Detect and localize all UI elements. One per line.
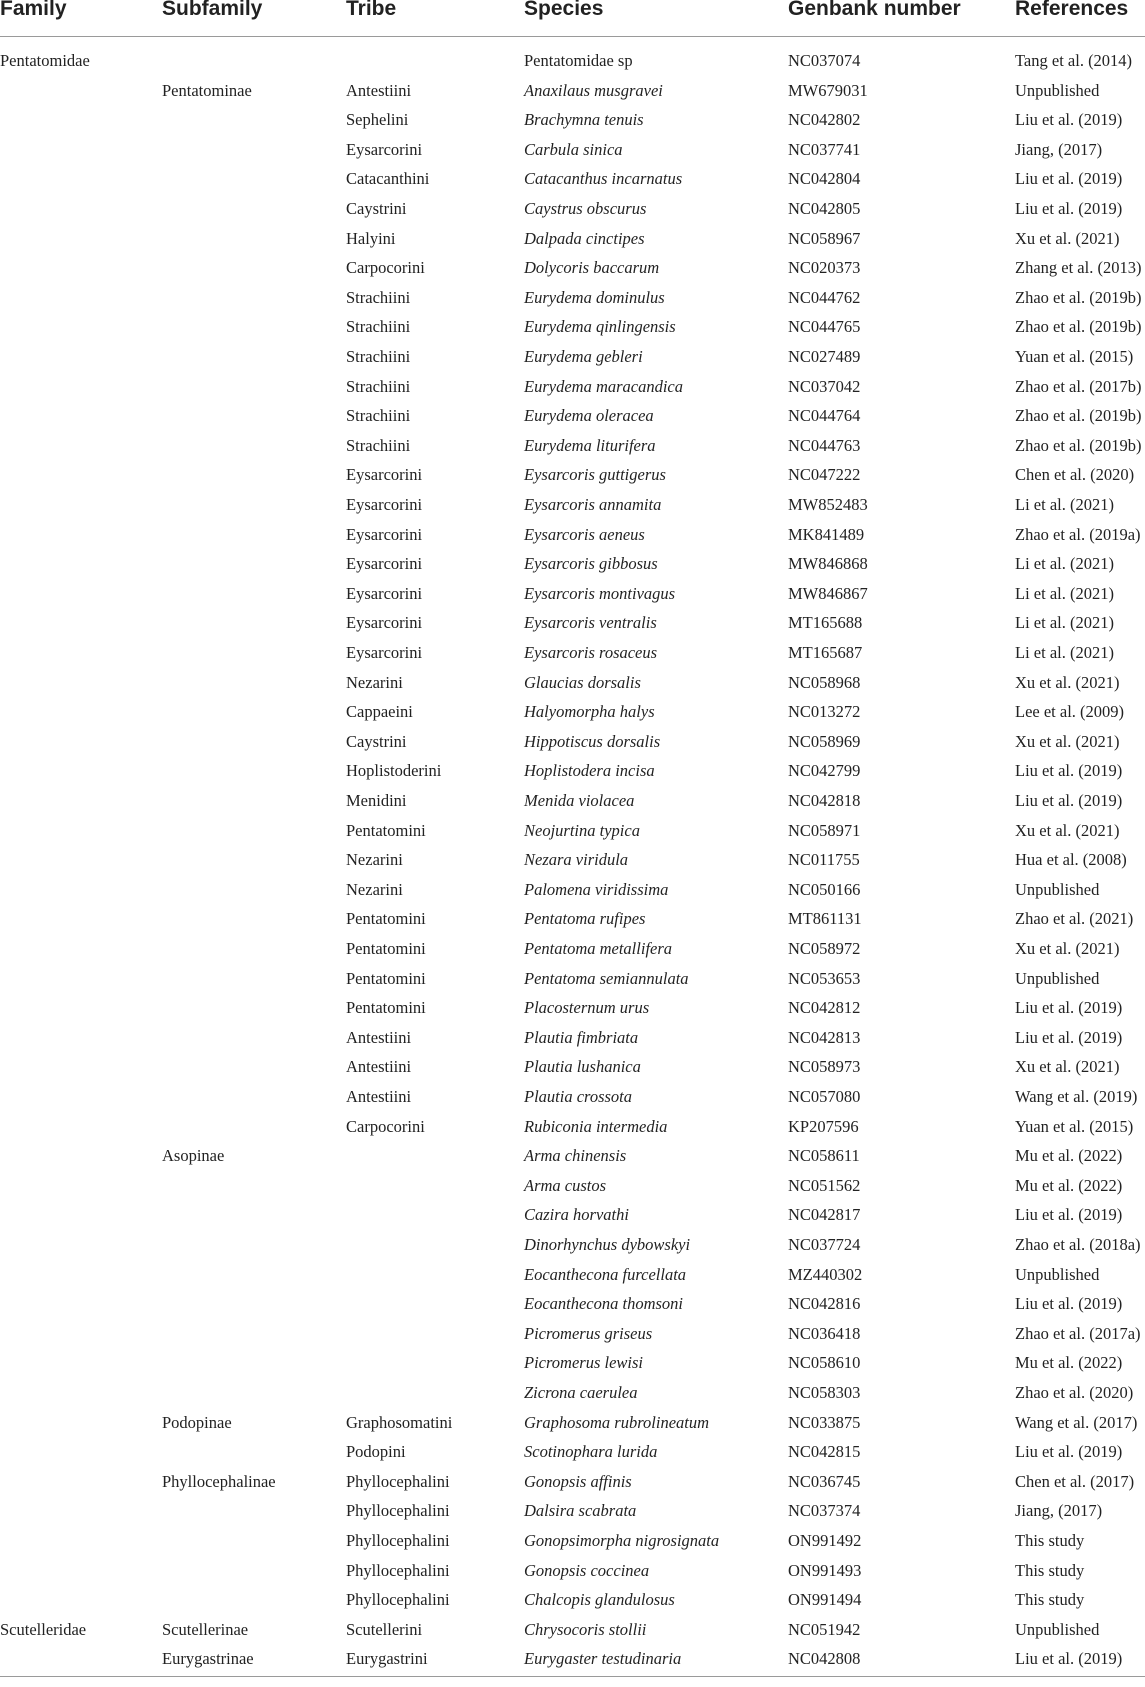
cell-reference: Li et al. (2021) xyxy=(1015,613,1114,633)
cell-reference: Wang et al. (2019) xyxy=(1015,1087,1138,1106)
cell-reference: Unpublished xyxy=(1015,879,1100,899)
table-row xyxy=(0,520,1145,550)
cell-genbank-number: NC053653 xyxy=(788,968,861,988)
cell-tribe: Scutellerini xyxy=(346,1619,423,1639)
header-species: Species xyxy=(524,0,604,20)
cell-genbank-number: NC011755 xyxy=(788,850,860,870)
cell-reference: Li et al. (2021) xyxy=(1015,583,1114,603)
cell-reference: Mu et al. (2022) xyxy=(1015,1175,1123,1195)
table-row xyxy=(0,1437,1145,1467)
cell-tribe: Strachiini xyxy=(346,435,411,455)
cell-reference: Tang et al. (2014) xyxy=(1015,51,1133,70)
cell-subfamily: Pentatominae xyxy=(162,80,252,100)
cell-reference: Mu et al. (2022) xyxy=(1015,1146,1123,1166)
cell-tribe: Phyllocephalini xyxy=(346,1531,450,1550)
table-row xyxy=(0,1556,1145,1586)
table-row xyxy=(0,964,1145,994)
cell-reference: Zhao et al. (2020) xyxy=(1015,1383,1134,1402)
cell-genbank-number: NC058611 xyxy=(788,1146,860,1166)
cell-reference: Unpublished xyxy=(1015,80,1100,100)
cell-species: Gonopsis affinis xyxy=(524,1471,632,1491)
cell-tribe: Catacanthini xyxy=(346,169,430,189)
cell-tribe: Halyini xyxy=(346,228,396,248)
table-row xyxy=(0,1408,1145,1438)
cell-reference: Zhao et al. (2019a) xyxy=(1015,524,1141,544)
table-row xyxy=(0,342,1145,372)
cell-reference: Li et al. (2021) xyxy=(1015,643,1114,662)
cell-tribe: Eysarcorini xyxy=(346,465,423,485)
table-row xyxy=(0,1378,1145,1408)
cell-genbank-number: NC051942 xyxy=(788,1619,861,1639)
cell-reference: Liu et al. (2019) xyxy=(1015,1442,1123,1462)
cell-species: Dolycoris baccarum xyxy=(524,258,660,278)
table-row xyxy=(0,312,1145,342)
cell-reference: Liu et al. (2019) xyxy=(1015,1649,1123,1669)
table-row xyxy=(0,431,1145,461)
table-row xyxy=(0,460,1145,490)
table-row xyxy=(0,668,1145,698)
cell-species: Eocanthecona furcellata xyxy=(524,1264,687,1284)
cell-reference: Li et al. (2021) xyxy=(1015,495,1114,514)
cell-genbank-number: NC037741 xyxy=(788,139,861,159)
cell-reference: Unpublished xyxy=(1015,968,1100,988)
cell-species: Caystrus obscurus xyxy=(524,199,647,218)
cell-genbank-number: NC042818 xyxy=(788,791,861,810)
table-row xyxy=(0,372,1145,402)
cell-genbank-number: KP207596 xyxy=(788,1116,859,1136)
cell-reference: Liu et al. (2019) xyxy=(1015,761,1123,781)
cell-tribe: Pentatomini xyxy=(346,820,426,840)
cell-species: Dinorhynchus dybowskyi xyxy=(524,1235,691,1254)
cell-species: Brachymna tenuis xyxy=(524,110,644,130)
cell-reference: Zhao et al. (2017b) xyxy=(1015,376,1142,396)
cell-genbank-number: NC033875 xyxy=(788,1412,861,1432)
cell-reference: Zhang et al. (2013) xyxy=(1015,258,1142,278)
cell-reference: Wang et al. (2017) xyxy=(1015,1412,1138,1432)
cell-genbank-number: NC037074 xyxy=(788,51,861,70)
cell-tribe: Strachiini xyxy=(346,287,411,307)
cell-tribe: Pentatomini xyxy=(346,939,426,958)
cell-genbank-number: NC057080 xyxy=(788,1087,861,1106)
cell-tribe: Nezarini xyxy=(346,879,403,899)
cell-genbank-number: NC013272 xyxy=(788,702,861,722)
table-row xyxy=(0,490,1145,520)
cell-tribe: Pentatomini xyxy=(346,998,426,1018)
cell-tribe: Phyllocephalini xyxy=(346,1471,450,1491)
cell-genbank-number: NC058969 xyxy=(788,731,861,751)
cell-reference: Xu et al. (2021) xyxy=(1015,939,1120,958)
table-row xyxy=(0,1230,1145,1260)
cell-genbank-number: NC042805 xyxy=(788,199,861,218)
cell-species: Picromerus griseus xyxy=(524,1323,653,1343)
cell-tribe: Eurygastrini xyxy=(346,1649,428,1669)
cell-species: Eysarcoris montivagus xyxy=(524,583,676,603)
table-row xyxy=(0,934,1145,964)
cell-species: Eysarcoris aeneus xyxy=(524,524,645,544)
cell-genbank-number: NC037374 xyxy=(788,1501,861,1521)
cell-species: Eurygaster testudinaria xyxy=(524,1649,682,1669)
cell-tribe: Eysarcorini xyxy=(346,613,423,633)
table-bottom-rule xyxy=(0,1676,1145,1677)
table-row xyxy=(0,105,1145,135)
cell-reference: Xu et al. (2021) xyxy=(1015,228,1120,248)
cell-reference: Zhao et al. (2019b) xyxy=(1015,435,1142,455)
cell-species: Catacanthus incarnatus xyxy=(524,169,683,189)
cell-genbank-number: NC050166 xyxy=(788,879,861,899)
table-row xyxy=(0,1023,1145,1053)
cell-species: Dalpada cinctipes xyxy=(524,228,645,248)
cell-genbank-number: NC042804 xyxy=(788,169,861,189)
table-row xyxy=(0,608,1145,638)
table-row xyxy=(0,993,1145,1023)
cell-reference: Li et al. (2021) xyxy=(1015,554,1114,574)
cell-genbank-number: NC042816 xyxy=(788,1294,861,1314)
cell-reference: Jiang, (2017) xyxy=(1015,139,1103,159)
cell-species: Eysarcoris rosaceus xyxy=(524,643,658,662)
cell-family: Pentatomidae xyxy=(0,51,90,70)
cell-tribe: Strachiini xyxy=(346,347,411,366)
cell-species: Carbula sinica xyxy=(524,139,623,159)
cell-tribe: Phyllocephalini xyxy=(346,1560,450,1580)
table-row xyxy=(0,1171,1145,1201)
cell-tribe: Hoplistoderini xyxy=(346,761,442,781)
cell-reference: Zhao et al. (2019b) xyxy=(1015,406,1142,426)
header-subfamily: Subfamily xyxy=(162,0,263,20)
cell-species: Nezara viridula xyxy=(524,850,629,870)
table-row xyxy=(0,579,1145,609)
cell-reference: Liu et al. (2019) xyxy=(1015,1027,1123,1047)
cell-genbank-number: NC020373 xyxy=(788,258,861,278)
cell-species: Chalcopis glandulosus xyxy=(524,1590,675,1610)
table-row xyxy=(0,1348,1145,1378)
cell-tribe: Sephelini xyxy=(346,110,409,130)
cell-genbank-number: NC058967 xyxy=(788,228,861,248)
table-row xyxy=(0,46,1145,76)
header-tribe: Tribe xyxy=(346,0,397,20)
cell-reference: Lee et al. (2009) xyxy=(1015,702,1125,722)
table-row xyxy=(0,875,1145,905)
cell-genbank-number: ON991494 xyxy=(788,1590,862,1610)
cell-genbank-number: MW846868 xyxy=(788,554,868,574)
table-row xyxy=(0,1615,1145,1645)
cell-tribe: Antestiini xyxy=(346,80,412,100)
cell-species: Picromerus lewisi xyxy=(524,1353,644,1373)
cell-species: Plautia fimbriata xyxy=(524,1027,639,1047)
cell-species: Arma custos xyxy=(524,1175,607,1195)
header-family: Family xyxy=(0,0,67,20)
cell-reference: Liu et al. (2019) xyxy=(1015,791,1123,810)
cell-species: Plautia lushanica xyxy=(524,1057,641,1077)
cell-subfamily: Podopinae xyxy=(162,1412,232,1432)
table-row xyxy=(0,1467,1145,1497)
cell-genbank-number: MT165688 xyxy=(788,613,863,633)
cell-reference: Yuan et al. (2015) xyxy=(1015,347,1134,366)
cell-species: Eurydema qinlingensis xyxy=(524,317,676,337)
cell-reference: This study xyxy=(1015,1590,1085,1610)
table-row xyxy=(0,253,1145,283)
cell-species: Gonopsimorpha nigrosignata xyxy=(524,1531,720,1550)
cell-genbank-number: NC058303 xyxy=(788,1383,861,1402)
cell-tribe: Graphosomatini xyxy=(346,1412,453,1432)
cell-tribe: Nezarini xyxy=(346,850,403,870)
table-row xyxy=(0,1289,1145,1319)
cell-reference: Liu et al. (2019) xyxy=(1015,998,1123,1018)
cell-genbank-number: NC044764 xyxy=(788,406,861,426)
cell-species: Menida violacea xyxy=(524,791,635,810)
cell-genbank-number: NC058968 xyxy=(788,672,861,692)
cell-subfamily: Asopinae xyxy=(162,1146,225,1166)
cell-tribe: Nezarini xyxy=(346,672,403,692)
cell-genbank-number: NC058972 xyxy=(788,939,861,958)
cell-genbank-number: NC058610 xyxy=(788,1353,861,1373)
cell-genbank-number: NC042812 xyxy=(788,998,861,1018)
cell-species: Neojurtina typica xyxy=(524,820,640,840)
cell-genbank-number: NC042815 xyxy=(788,1442,861,1462)
table-row xyxy=(0,727,1145,757)
cell-species: Placosternum urus xyxy=(524,998,650,1018)
cell-genbank-number: NC058973 xyxy=(788,1057,861,1077)
table-row xyxy=(0,1112,1145,1142)
cell-genbank-number: NC036418 xyxy=(788,1323,861,1343)
cell-genbank-number: NC042808 xyxy=(788,1649,861,1669)
cell-species: Dalsira scabrata xyxy=(524,1501,637,1521)
cell-genbank-number: NC037042 xyxy=(788,376,861,396)
cell-tribe: Eysarcorini xyxy=(346,643,423,662)
table-row xyxy=(0,756,1145,786)
cell-tribe: Strachiini xyxy=(346,406,411,426)
table-row xyxy=(0,1319,1145,1349)
cell-tribe: Pentatomini xyxy=(346,968,426,988)
cell-reference: Xu et al. (2021) xyxy=(1015,1057,1120,1077)
cell-subfamily: Phyllocephalinae xyxy=(162,1471,276,1491)
cell-tribe: Eysarcorini xyxy=(346,495,423,514)
table-row xyxy=(0,638,1145,668)
cell-genbank-number: NC058971 xyxy=(788,820,861,840)
cell-species: Hippotiscus dorsalis xyxy=(524,731,661,751)
table-row xyxy=(0,816,1145,846)
cell-genbank-number: MW846867 xyxy=(788,583,868,603)
cell-genbank-number: NC037724 xyxy=(788,1235,861,1254)
cell-species: Eysarcoris annamita xyxy=(524,495,662,514)
cell-reference: This study xyxy=(1015,1531,1085,1550)
cell-species: Scotinophara lurida xyxy=(524,1442,658,1462)
cell-genbank-number: NC027489 xyxy=(788,347,861,366)
cell-genbank-number: NC051562 xyxy=(788,1175,861,1195)
cell-species: Graphosoma rubrolineatum xyxy=(524,1412,710,1432)
table-row xyxy=(0,76,1145,106)
cell-species: Eysarcoris ventralis xyxy=(524,613,657,633)
cell-species: Arma chinensis xyxy=(524,1146,627,1166)
cell-reference: Xu et al. (2021) xyxy=(1015,672,1120,692)
cell-tribe: Eysarcorini xyxy=(346,554,423,574)
cell-genbank-number: NC044762 xyxy=(788,287,861,307)
table-row xyxy=(0,1526,1145,1556)
cell-genbank-number: MZ440302 xyxy=(788,1264,863,1284)
cell-reference: This study xyxy=(1015,1560,1085,1580)
cell-reference: Xu et al. (2021) xyxy=(1015,731,1120,751)
cell-genbank-number: NC047222 xyxy=(788,465,861,485)
table-row xyxy=(0,194,1145,224)
cell-tribe: Podopini xyxy=(346,1442,406,1462)
cell-species: Eurydema oleracea xyxy=(524,406,654,426)
cell-reference: Liu et al. (2019) xyxy=(1015,169,1123,189)
cell-species: Eurydema gebleri xyxy=(524,347,643,366)
table-header xyxy=(0,0,1145,37)
cell-tribe: Antestiini xyxy=(346,1087,412,1106)
cell-species: Halyomorpha halys xyxy=(524,702,655,722)
cell-tribe: Caystrini xyxy=(346,731,407,751)
cell-genbank-number: MW679031 xyxy=(788,80,868,100)
cell-species: Cazira horvathi xyxy=(524,1205,629,1225)
table-row xyxy=(0,1496,1145,1526)
cell-species: Pentatoma semiannulata xyxy=(524,968,689,988)
cell-tribe: Phyllocephalini xyxy=(346,1501,450,1521)
cell-genbank-number: NC042813 xyxy=(788,1027,861,1047)
cell-species: Eysarcoris guttigerus xyxy=(524,465,666,485)
cell-genbank-number: NC042799 xyxy=(788,761,861,781)
table-row xyxy=(0,401,1145,431)
cell-tribe: Menidini xyxy=(346,791,407,810)
cell-reference: Zhao et al. (2017a) xyxy=(1015,1323,1141,1343)
table-row xyxy=(0,549,1145,579)
cell-reference: Liu et al. (2019) xyxy=(1015,1205,1123,1225)
cell-reference: Unpublished xyxy=(1015,1619,1100,1639)
cell-tribe: Strachiini xyxy=(346,376,411,396)
cell-species: Pentatoma rufipes xyxy=(524,909,646,929)
table-row xyxy=(0,1260,1145,1290)
cell-genbank-number: MT861131 xyxy=(788,909,862,929)
table-row xyxy=(0,1052,1145,1082)
cell-subfamily: Scutellerinae xyxy=(162,1619,249,1639)
cell-reference: Jiang, (2017) xyxy=(1015,1501,1103,1521)
table-row xyxy=(0,283,1145,313)
cell-genbank-number: NC044763 xyxy=(788,435,861,455)
cell-tribe: Antestiini xyxy=(346,1057,412,1077)
cell-reference: Yuan et al. (2015) xyxy=(1015,1116,1134,1136)
cell-tribe: Phyllocephalini xyxy=(346,1590,450,1610)
cell-species: Pentatoma metallifera xyxy=(524,939,673,958)
cell-species: Plautia crossota xyxy=(524,1087,633,1106)
cell-species: Pentatomidae sp xyxy=(524,51,633,70)
cell-reference: Liu et al. (2019) xyxy=(1015,1294,1123,1314)
table-row xyxy=(0,164,1145,194)
cell-species: Hoplistodera incisa xyxy=(524,761,655,781)
cell-species: Chrysocoris stollii xyxy=(524,1619,647,1639)
cell-subfamily: Eurygastrinae xyxy=(162,1649,254,1669)
cell-species: Palomena viridissima xyxy=(524,879,669,899)
cell-genbank-number: ON991492 xyxy=(788,1531,862,1550)
cell-genbank-number: MT165687 xyxy=(788,643,863,662)
cell-species: Anaxilaus musgravei xyxy=(524,80,663,100)
cell-genbank-number: MK841489 xyxy=(788,524,865,544)
cell-reference: Zhao et al. (2019b) xyxy=(1015,317,1142,337)
cell-reference: Chen et al. (2020) xyxy=(1015,465,1135,485)
cell-reference: Zhao et al. (2018a) xyxy=(1015,1235,1141,1254)
cell-species: Gonopsis coccinea xyxy=(524,1560,650,1580)
cell-reference: Zhao et al. (2019b) xyxy=(1015,287,1142,307)
cell-reference: Chen et al. (2017) xyxy=(1015,1471,1135,1491)
cell-tribe: Eysarcorini xyxy=(346,583,423,603)
table-row xyxy=(0,135,1145,165)
cell-genbank-number: ON991493 xyxy=(788,1560,862,1580)
table-row xyxy=(0,1644,1145,1674)
cell-species: Eurydema liturifera xyxy=(524,435,656,455)
header-references: References xyxy=(1015,0,1129,20)
cell-reference: Mu et al. (2022) xyxy=(1015,1353,1123,1373)
cell-species: Eurydema dominulus xyxy=(524,287,665,307)
cell-reference: Hua et al. (2008) xyxy=(1015,850,1127,870)
cell-genbank-number: NC042802 xyxy=(788,110,861,130)
cell-species: Eysarcoris gibbosus xyxy=(524,554,658,574)
cell-tribe: Caystrini xyxy=(346,199,407,218)
cell-tribe: Cappaeini xyxy=(346,702,413,722)
cell-genbank-number: NC044765 xyxy=(788,317,861,337)
table-row xyxy=(0,1082,1145,1112)
table-row xyxy=(0,1200,1145,1230)
cell-species: Eocanthecona thomsoni xyxy=(524,1294,684,1314)
cell-reference: Zhao et al. (2021) xyxy=(1015,909,1134,929)
cell-reference: Liu et al. (2019) xyxy=(1015,199,1123,218)
cell-species: Rubiconia intermedia xyxy=(524,1116,668,1136)
cell-tribe: Carpocorini xyxy=(346,258,425,278)
cell-reference: Xu et al. (2021) xyxy=(1015,820,1120,840)
table-row xyxy=(0,1585,1145,1615)
header-genbank-number: Genbank number xyxy=(788,0,961,20)
cell-tribe: Antestiini xyxy=(346,1027,412,1047)
cell-reference: Liu et al. (2019) xyxy=(1015,110,1123,130)
cell-species: Eurydema maracandica xyxy=(524,376,684,396)
cell-genbank-number: NC036745 xyxy=(788,1471,861,1491)
cell-tribe: Strachiini xyxy=(346,317,411,337)
table-row xyxy=(0,697,1145,727)
table-row xyxy=(0,845,1145,875)
cell-family: Scutelleridae xyxy=(0,1619,87,1639)
table-row xyxy=(0,1141,1145,1171)
cell-tribe: Eysarcorini xyxy=(346,524,423,544)
cell-species: Zicrona caerulea xyxy=(524,1383,638,1402)
table-row xyxy=(0,224,1145,254)
cell-reference: Unpublished xyxy=(1015,1264,1100,1284)
table-row xyxy=(0,904,1145,934)
cell-genbank-number: NC042817 xyxy=(788,1205,861,1225)
cell-species: Glaucias dorsalis xyxy=(524,672,641,692)
cell-genbank-number: MW852483 xyxy=(788,495,868,514)
table-row xyxy=(0,786,1145,816)
cell-tribe: Pentatomini xyxy=(346,909,426,929)
cell-tribe: Carpocorini xyxy=(346,1116,425,1136)
cell-tribe: Eysarcorini xyxy=(346,139,423,159)
